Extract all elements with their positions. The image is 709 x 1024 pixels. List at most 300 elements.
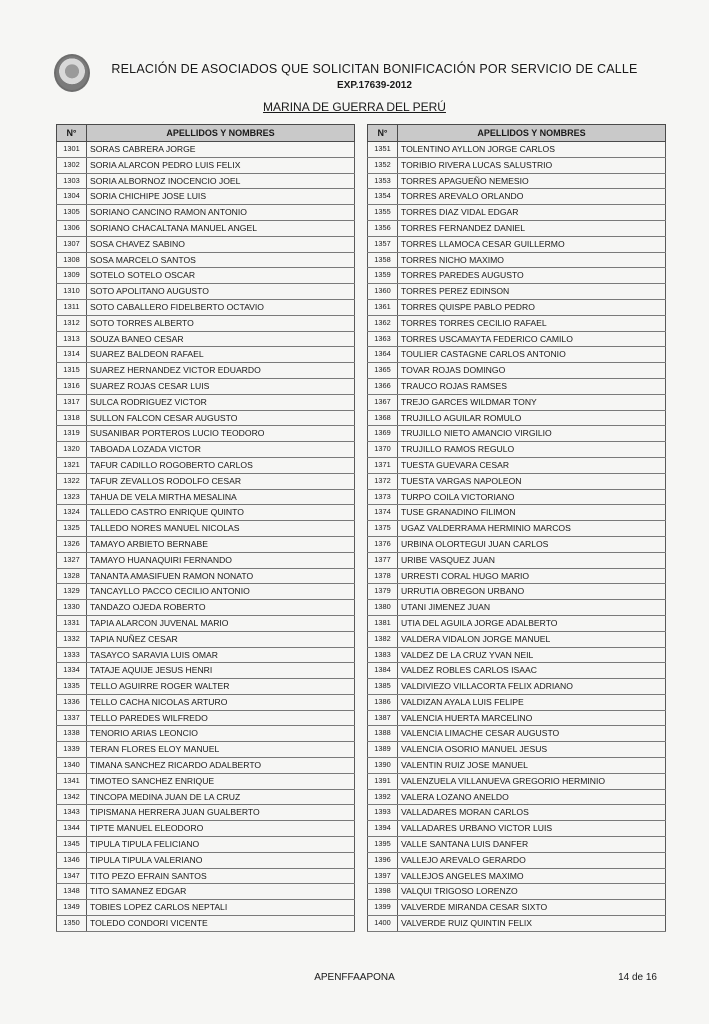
table-row xyxy=(57,694,355,710)
table-row xyxy=(57,347,355,363)
table-row xyxy=(57,426,355,442)
table-row xyxy=(368,315,666,331)
table-row xyxy=(57,568,355,584)
table-row xyxy=(368,489,666,505)
member-name: SOTO CABALLERO FIDELBERTO OCTAVIO xyxy=(87,299,355,315)
table-row xyxy=(368,505,666,521)
row-number: 1362 xyxy=(368,315,398,331)
row-number: 1317 xyxy=(57,394,87,410)
row-number: 1396 xyxy=(368,852,398,868)
table-row xyxy=(368,142,666,158)
table-row xyxy=(57,900,355,916)
table-row xyxy=(368,442,666,458)
table-row xyxy=(368,473,666,489)
table-row xyxy=(368,821,666,837)
member-name: TORRES NICHO MAXIMO xyxy=(398,252,666,268)
table-row xyxy=(57,852,355,868)
member-name: VALQUI TRIGOSO LORENZO xyxy=(398,884,666,900)
member-name: SORIA ALBORNOZ INOCENCIO JOEL xyxy=(87,173,355,189)
table-row xyxy=(57,473,355,489)
table-row xyxy=(368,679,666,695)
table-row xyxy=(57,600,355,616)
row-number: 1326 xyxy=(57,536,87,552)
row-number: 1354 xyxy=(368,189,398,205)
member-name: UTANI JIMENEZ JUAN xyxy=(398,600,666,616)
row-number: 1325 xyxy=(57,521,87,537)
row-number: 1301 xyxy=(57,142,87,158)
row-number: 1330 xyxy=(57,600,87,616)
row-number: 1400 xyxy=(368,916,398,932)
table-row xyxy=(368,600,666,616)
table-row xyxy=(368,584,666,600)
table-row xyxy=(57,220,355,236)
table-row xyxy=(57,916,355,932)
table-row xyxy=(57,205,355,221)
row-number: 1346 xyxy=(57,852,87,868)
document-title: RELACIÓN DE ASOCIADOS QUE SOLICITAN BONIFICACIÓN POR SERVICIO DE CALLE xyxy=(111,62,638,76)
member-name: TORRES PEREZ EDINSON xyxy=(398,284,666,300)
row-number: 1338 xyxy=(57,726,87,742)
member-name: TIMANA SANCHEZ RICARDO ADALBERTO xyxy=(87,758,355,774)
table-row xyxy=(57,552,355,568)
row-number: 1358 xyxy=(368,252,398,268)
table-row xyxy=(368,852,666,868)
table-row xyxy=(368,268,666,284)
member-name: TORRES APAGUEÑO NEMESIO xyxy=(398,173,666,189)
row-number: 1318 xyxy=(57,410,87,426)
member-name: VALENZUELA VILLANUEVA GREGORIO HERMINIO xyxy=(398,773,666,789)
organization-heading: MARINA DE GUERRA DEL PERÚ xyxy=(263,100,446,114)
member-name: VALENCIA OSORIO MANUEL JESUS xyxy=(398,742,666,758)
row-number: 1336 xyxy=(57,694,87,710)
table-row xyxy=(368,726,666,742)
row-number: 1392 xyxy=(368,789,398,805)
row-number: 1339 xyxy=(57,742,87,758)
row-number: 1391 xyxy=(368,773,398,789)
table-row xyxy=(368,536,666,552)
member-name: TORRES QUISPE PABLO PEDRO xyxy=(398,299,666,315)
member-name: SOSA MARCELO SANTOS xyxy=(87,252,355,268)
member-name: TIPULA TIPULA VALERIANO xyxy=(87,852,355,868)
table-row xyxy=(57,173,355,189)
member-name: VALDEZ ROBLES CARLOS ISAAC xyxy=(398,663,666,679)
member-name: TRUJILLO NIETO AMANCIO VIRGILIO xyxy=(398,426,666,442)
member-name: TRUJILLO RAMOS REGULO xyxy=(398,442,666,458)
member-name: TAPIA NUÑEZ CESAR xyxy=(87,631,355,647)
row-number: 1394 xyxy=(368,821,398,837)
table-row xyxy=(57,378,355,394)
row-number: 1363 xyxy=(368,331,398,347)
member-name: TORRES DIAZ VIDAL EDGAR xyxy=(398,205,666,221)
member-name: TITO SAMANEZ EDGAR xyxy=(87,884,355,900)
row-number: 1316 xyxy=(57,378,87,394)
table-row xyxy=(57,884,355,900)
member-name: TELLO PAREDES WILFREDO xyxy=(87,710,355,726)
table-row xyxy=(57,268,355,284)
member-name: TAFUR CADILLO ROGOBERTO CARLOS xyxy=(87,457,355,473)
member-name: UGAZ VALDERRAMA HERMINIO MARCOS xyxy=(398,521,666,537)
row-number: 1313 xyxy=(57,331,87,347)
row-number: 1369 xyxy=(368,426,398,442)
row-number: 1379 xyxy=(368,584,398,600)
member-name: TOLENTINO AYLLON JORGE CARLOS xyxy=(398,142,666,158)
member-name: TORIBIO RIVERA LUCAS SALUSTRIO xyxy=(398,157,666,173)
row-number: 1306 xyxy=(57,220,87,236)
member-name: VALDERA VIDALON JORGE MANUEL xyxy=(398,631,666,647)
table-row xyxy=(368,394,666,410)
table-row xyxy=(57,663,355,679)
member-name: TOBIES LOPEZ CARLOS NEPTALI xyxy=(87,900,355,916)
row-number: 1373 xyxy=(368,489,398,505)
member-name: UTIA DEL AGUILA JORGE ADALBERTO xyxy=(398,615,666,631)
row-number: 1382 xyxy=(368,631,398,647)
row-number: 1304 xyxy=(57,189,87,205)
row-number: 1342 xyxy=(57,789,87,805)
table-row xyxy=(57,710,355,726)
table-row xyxy=(368,552,666,568)
table-row xyxy=(57,726,355,742)
member-name: SORIA CHICHIPE JOSE LUIS xyxy=(87,189,355,205)
member-name: TAMAYO HUANAQUIRI FERNANDO xyxy=(87,552,355,568)
table-row xyxy=(57,679,355,695)
table-row xyxy=(368,773,666,789)
row-number: 1356 xyxy=(368,220,398,236)
table-row xyxy=(368,299,666,315)
member-name: VALLADARES URBANO VICTOR LUIS xyxy=(398,821,666,837)
table-row xyxy=(368,363,666,379)
row-number: 1397 xyxy=(368,868,398,884)
table-row xyxy=(368,805,666,821)
row-number: 1384 xyxy=(368,663,398,679)
member-name: TOULIER CASTAGNE CARLOS ANTONIO xyxy=(398,347,666,363)
column-header-name: APELLIDOS Y NOMBRES xyxy=(87,125,355,142)
table-row xyxy=(368,789,666,805)
member-name: TORRES PAREDES AUGUSTO xyxy=(398,268,666,284)
row-number: 1371 xyxy=(368,457,398,473)
table-row xyxy=(368,173,666,189)
row-number: 1308 xyxy=(57,252,87,268)
row-number: 1337 xyxy=(57,710,87,726)
member-name: VALENCIA HUERTA MARCELINO xyxy=(398,710,666,726)
row-number: 1370 xyxy=(368,442,398,458)
row-number: 1399 xyxy=(368,900,398,916)
member-name: TORRES TORRES CECILIO RAFAEL xyxy=(398,315,666,331)
row-number: 1328 xyxy=(57,568,87,584)
member-name: TIMOTEO SANCHEZ ENRIQUE xyxy=(87,773,355,789)
row-number: 1344 xyxy=(57,821,87,837)
member-name: TORRES LLAMOCA CESAR GUILLERMO xyxy=(398,236,666,252)
member-name: TORRES AREVALO ORLANDO xyxy=(398,189,666,205)
row-number: 1341 xyxy=(57,773,87,789)
row-number: 1311 xyxy=(57,299,87,315)
table-row xyxy=(368,663,666,679)
table-row xyxy=(368,236,666,252)
table-row xyxy=(368,758,666,774)
row-number: 1359 xyxy=(368,268,398,284)
table-row xyxy=(57,505,355,521)
member-name: TABOADA LOZADA VICTOR xyxy=(87,442,355,458)
row-number: 1390 xyxy=(368,758,398,774)
member-name: TIPULA TIPULA FELICIANO xyxy=(87,837,355,853)
table-row xyxy=(368,410,666,426)
table-row xyxy=(368,157,666,173)
member-name: TELLO CACHA NICOLAS ARTURO xyxy=(87,694,355,710)
member-name: TANCAYLLO PACCO CECILIO ANTONIO xyxy=(87,584,355,600)
member-name: TREJO GARCES WILDMAR TONY xyxy=(398,394,666,410)
member-name: SORIANO CANCINO RAMON ANTONIO xyxy=(87,205,355,221)
row-number: 1314 xyxy=(57,347,87,363)
member-name: TIPISMANA HERRERA JUAN GUALBERTO xyxy=(87,805,355,821)
row-number: 1310 xyxy=(57,284,87,300)
table-row xyxy=(368,568,666,584)
table-row xyxy=(57,536,355,552)
row-number: 1355 xyxy=(368,205,398,221)
member-name: TASAYCO SARAVIA LUIS OMAR xyxy=(87,647,355,663)
column-header-number: N° xyxy=(368,125,398,142)
row-number: 1323 xyxy=(57,489,87,505)
table-row xyxy=(57,773,355,789)
member-name: TAPIA ALARCON JUVENAL MARIO xyxy=(87,615,355,631)
table-row xyxy=(57,394,355,410)
member-name: TUESTA GUEVARA CESAR xyxy=(398,457,666,473)
row-number: 1385 xyxy=(368,679,398,695)
row-number: 1389 xyxy=(368,742,398,758)
table-row xyxy=(57,457,355,473)
table-row xyxy=(57,315,355,331)
column-header-name: APELLIDOS Y NOMBRES xyxy=(398,125,666,142)
table-row xyxy=(368,710,666,726)
row-number: 1312 xyxy=(57,315,87,331)
row-number: 1302 xyxy=(57,157,87,173)
row-number: 1377 xyxy=(368,552,398,568)
member-name: TOVAR ROJAS DOMINGO xyxy=(398,363,666,379)
member-name: URIBE VASQUEZ JUAN xyxy=(398,552,666,568)
row-number: 1381 xyxy=(368,615,398,631)
row-number: 1393 xyxy=(368,805,398,821)
member-name: VALERA LOZANO ANELDO xyxy=(398,789,666,805)
row-number: 1352 xyxy=(368,157,398,173)
table-row xyxy=(57,789,355,805)
member-name: TAMAYO ARBIETO BERNABE xyxy=(87,536,355,552)
table-row xyxy=(57,299,355,315)
row-number: 1383 xyxy=(368,647,398,663)
member-name: TATAJE AQUIJE JESUS HENRI xyxy=(87,663,355,679)
table-row xyxy=(368,252,666,268)
member-name: TITO PEZO EFRAIN SANTOS xyxy=(87,868,355,884)
row-number: 1357 xyxy=(368,236,398,252)
table-header-row xyxy=(57,125,355,142)
table-row xyxy=(57,837,355,853)
member-name: SUSANIBAR PORTEROS LUCIO TEODORO xyxy=(87,426,355,442)
row-number: 1350 xyxy=(57,916,87,932)
column-header-number: N° xyxy=(57,125,87,142)
table-row xyxy=(57,142,355,158)
row-number: 1360 xyxy=(368,284,398,300)
member-name: TUESTA VARGAS NAPOLEON xyxy=(398,473,666,489)
table-row xyxy=(57,742,355,758)
member-name: TORRES FERNANDEZ DANIEL xyxy=(398,220,666,236)
member-name: URRUTIA OBREGON URBANO xyxy=(398,584,666,600)
row-number: 1333 xyxy=(57,647,87,663)
member-name: VALLE SANTANA LUIS DANFER xyxy=(398,837,666,853)
member-name: VALVERDE MIRANDA CESAR SIXTO xyxy=(398,900,666,916)
row-number: 1380 xyxy=(368,600,398,616)
row-number: 1324 xyxy=(57,505,87,521)
table-row xyxy=(57,758,355,774)
member-name: TIPTE MANUEL ELEODORO xyxy=(87,821,355,837)
table-row xyxy=(368,900,666,916)
row-number: 1351 xyxy=(368,142,398,158)
table-row xyxy=(368,331,666,347)
member-name: TRAUCO ROJAS RAMSES xyxy=(398,378,666,394)
member-name: TRUJILLO AGUILAR ROMULO xyxy=(398,410,666,426)
member-name: SORAS CABRERA JORGE xyxy=(87,142,355,158)
row-number: 1367 xyxy=(368,394,398,410)
table-row xyxy=(57,631,355,647)
member-name: TURPO COILA VICTORIANO xyxy=(398,489,666,505)
row-number: 1345 xyxy=(57,837,87,853)
member-name: VALLADARES MORAN CARLOS xyxy=(398,805,666,821)
row-number: 1378 xyxy=(368,568,398,584)
row-number: 1387 xyxy=(368,710,398,726)
member-name: SULCA RODRIGUEZ VICTOR xyxy=(87,394,355,410)
table-row xyxy=(57,410,355,426)
table-row xyxy=(368,694,666,710)
member-name: VALVERDE RUIZ QUINTIN FELIX xyxy=(398,916,666,932)
table-row xyxy=(57,821,355,837)
member-name: SOSA CHAVEZ SABINO xyxy=(87,236,355,252)
table-row xyxy=(368,837,666,853)
row-number: 1374 xyxy=(368,505,398,521)
row-number: 1329 xyxy=(57,584,87,600)
row-number: 1343 xyxy=(57,805,87,821)
table-row xyxy=(368,916,666,932)
members-table-left xyxy=(56,124,355,932)
table-row xyxy=(57,252,355,268)
table-row xyxy=(368,742,666,758)
member-name: SUAREZ BALDEON RAFAEL xyxy=(87,347,355,363)
table-row xyxy=(57,189,355,205)
table-header-row xyxy=(368,125,666,142)
row-number: 1366 xyxy=(368,378,398,394)
row-number: 1368 xyxy=(368,410,398,426)
member-name: TALLEDO NORES MANUEL NICOLAS xyxy=(87,521,355,537)
table-row xyxy=(57,284,355,300)
member-name: SOUZA BANEO CESAR xyxy=(87,331,355,347)
row-number: 1395 xyxy=(368,837,398,853)
table-row xyxy=(57,489,355,505)
row-number: 1376 xyxy=(368,536,398,552)
table-row xyxy=(57,805,355,821)
member-name: SUAREZ ROJAS CESAR LUIS xyxy=(87,378,355,394)
table-row xyxy=(368,521,666,537)
member-name: TANDAZO OJEDA ROBERTO xyxy=(87,600,355,616)
table-row xyxy=(57,442,355,458)
row-number: 1340 xyxy=(57,758,87,774)
table-row xyxy=(57,363,355,379)
table-row xyxy=(57,647,355,663)
row-number: 1332 xyxy=(57,631,87,647)
member-name: SOTO APOLITANO AUGUSTO xyxy=(87,284,355,300)
table-row xyxy=(368,615,666,631)
member-name: TUSE GRANADINO FILIMON xyxy=(398,505,666,521)
member-name: VALDIZAN AYALA LUIS FELIPE xyxy=(398,694,666,710)
row-number: 1347 xyxy=(57,868,87,884)
row-number: 1364 xyxy=(368,347,398,363)
row-number: 1348 xyxy=(57,884,87,900)
row-number: 1322 xyxy=(57,473,87,489)
table-row xyxy=(57,157,355,173)
table-row xyxy=(368,284,666,300)
member-name: SOTO TORRES ALBERTO xyxy=(87,315,355,331)
row-number: 1319 xyxy=(57,426,87,442)
table-row xyxy=(368,205,666,221)
member-name: TELLO AGUIRRE ROGER WALTER xyxy=(87,679,355,695)
row-number: 1349 xyxy=(57,900,87,916)
row-number: 1334 xyxy=(57,663,87,679)
member-name: VALDIVIEZO VILLACORTA FELIX ADRIANO xyxy=(398,679,666,695)
table-row xyxy=(57,615,355,631)
table-row xyxy=(57,236,355,252)
member-name: SULLON FALCON CESAR AUGUSTO xyxy=(87,410,355,426)
member-name: TAHUA DE VELA MIRTHA MESALINA xyxy=(87,489,355,505)
member-name: SORIA ALARCON PEDRO LUIS FELIX xyxy=(87,157,355,173)
member-name: TINCOPA MEDINA JUAN DE LA CRUZ xyxy=(87,789,355,805)
table-row xyxy=(57,521,355,537)
row-number: 1398 xyxy=(368,884,398,900)
row-number: 1386 xyxy=(368,694,398,710)
table-row xyxy=(57,584,355,600)
table-row xyxy=(368,457,666,473)
row-number: 1327 xyxy=(57,552,87,568)
member-name: TORRES USCAMAYTA FEDERICO CAMILO xyxy=(398,331,666,347)
row-number: 1375 xyxy=(368,521,398,537)
member-name: URRESTI CORAL HUGO MARIO xyxy=(398,568,666,584)
member-name: VALENTIN RUIZ JOSE MANUEL xyxy=(398,758,666,774)
row-number: 1353 xyxy=(368,173,398,189)
table-row xyxy=(368,426,666,442)
table-row xyxy=(368,647,666,663)
row-number: 1315 xyxy=(57,363,87,379)
table-row xyxy=(368,884,666,900)
member-name: TAFUR ZEVALLOS RODOLFO CESAR xyxy=(87,473,355,489)
member-name: VALLEJOS ANGELES MAXIMO xyxy=(398,868,666,884)
member-name: SOTELO SOTELO OSCAR xyxy=(87,268,355,284)
expediente-number: EXP.17639-2012 xyxy=(337,80,412,91)
row-number: 1331 xyxy=(57,615,87,631)
member-name: SUAREZ HERNANDEZ VICTOR EDUARDO xyxy=(87,363,355,379)
row-number: 1303 xyxy=(57,173,87,189)
table-row xyxy=(57,331,355,347)
row-number: 1309 xyxy=(57,268,87,284)
row-number: 1320 xyxy=(57,442,87,458)
member-name: TOLEDO CONDORI VICENTE xyxy=(87,916,355,932)
table-row xyxy=(57,868,355,884)
member-name: TANANTA AMASIFUEN RAMON NONATO xyxy=(87,568,355,584)
member-name: SORIANO CHACALTANA MANUEL ANGEL xyxy=(87,220,355,236)
row-number: 1365 xyxy=(368,363,398,379)
table-row xyxy=(368,347,666,363)
table-row xyxy=(368,189,666,205)
row-number: 1372 xyxy=(368,473,398,489)
table-row xyxy=(368,220,666,236)
member-name: TALLEDO CASTRO ENRIQUE QUINTO xyxy=(87,505,355,521)
row-number: 1361 xyxy=(368,299,398,315)
members-table-right xyxy=(367,124,666,932)
page-number: 14 de 16 xyxy=(618,972,657,983)
row-number: 1305 xyxy=(57,205,87,221)
table-row xyxy=(368,378,666,394)
